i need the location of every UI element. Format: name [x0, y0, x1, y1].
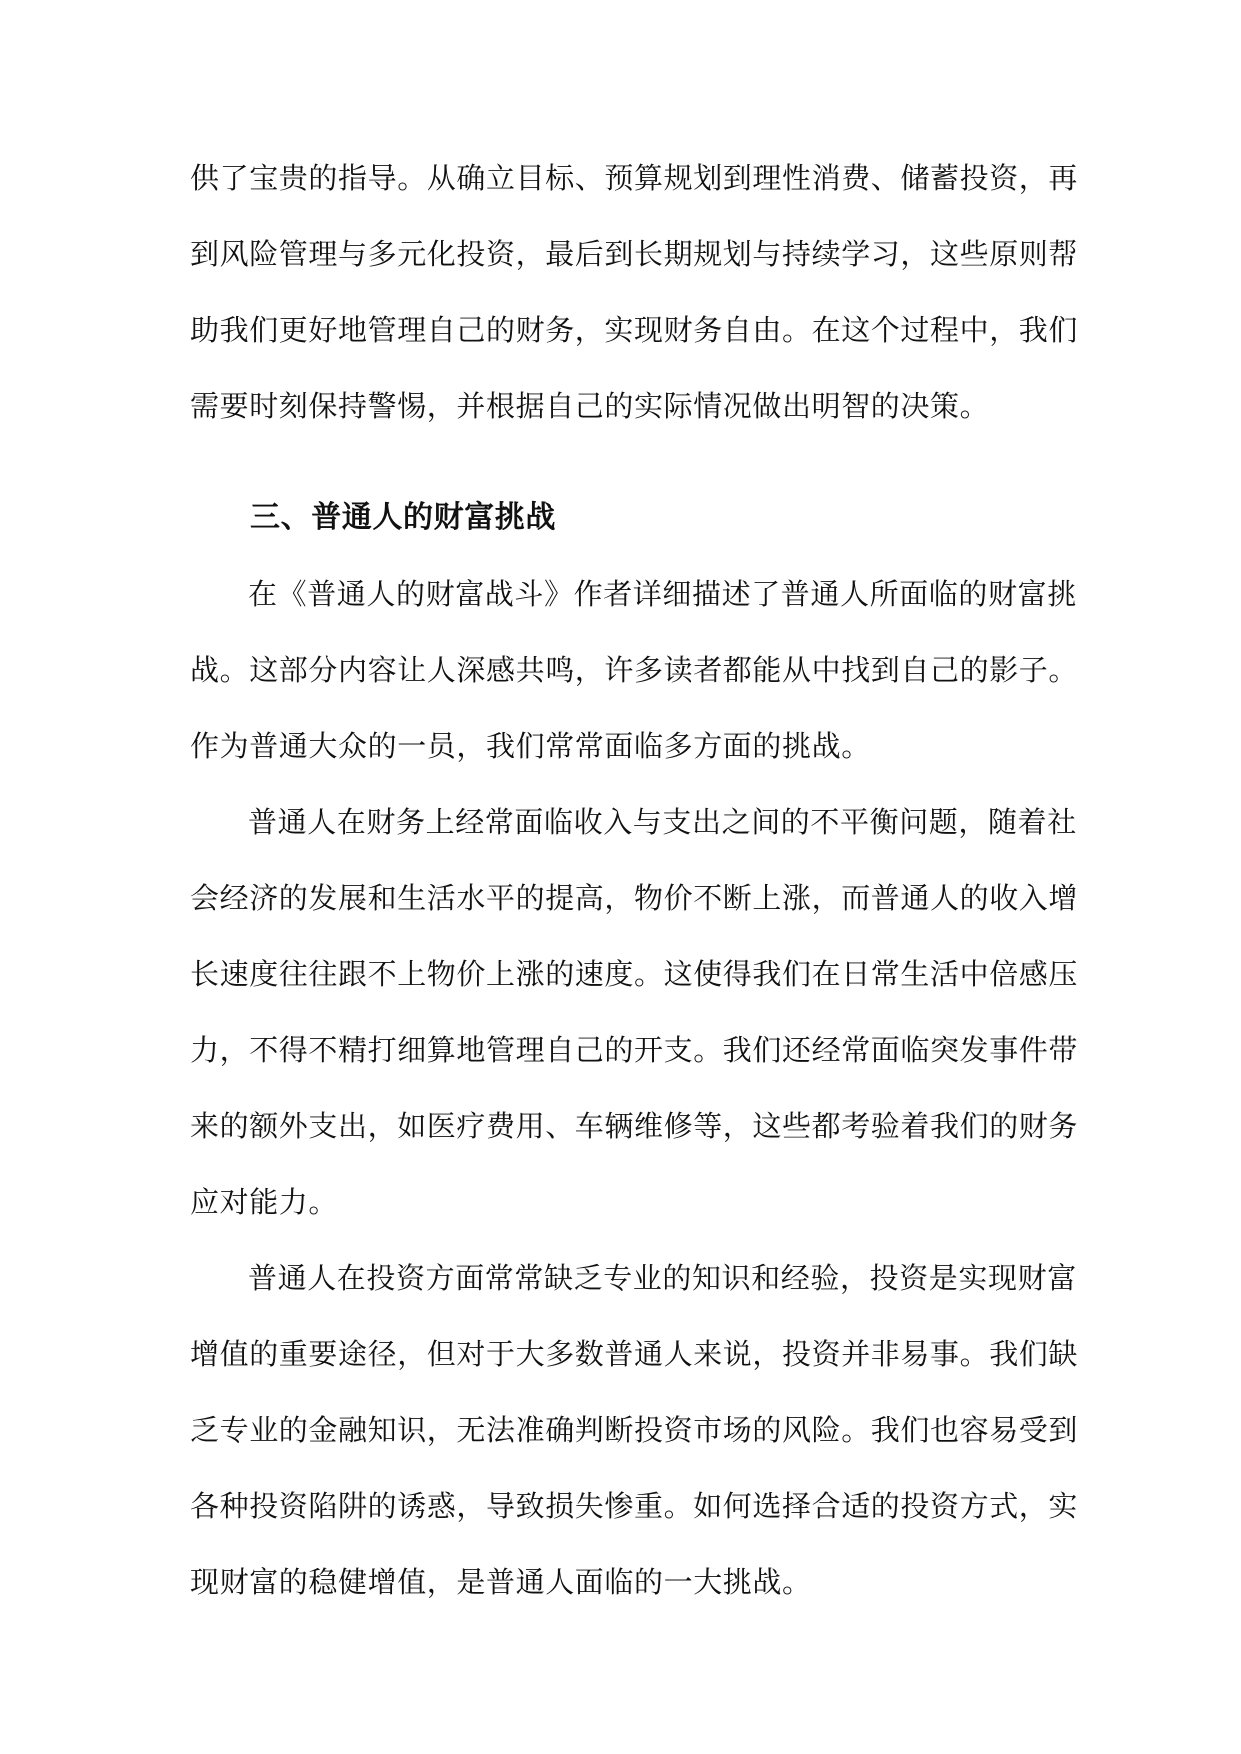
text-line: 各种投资陷阱的诱惑，导致损失惨重。如何选择合适的投资方式，实 [190, 1489, 1079, 1523]
paragraph [190, 784, 1079, 1240]
text-line: 到风险管理与多元化投资，最后到长期规划与持续学习，这些原则帮 [190, 237, 1079, 271]
section-heading: 三、普通人的财富挑战 [250, 500, 556, 535]
text-line: 助我们更好地管理自己的财务，实现财务自由。在这个过程中，我们 [190, 313, 1079, 347]
text-line: 战。这部分内容让人深感共鸣，许多读者都能从中找到自己的影子。 [190, 653, 1079, 687]
paragraph [190, 140, 1079, 444]
paragraph [190, 556, 1079, 784]
text-line: 来的额外支出，如医疗费用、车辆维修等，这些都考验着我们的财务 [190, 1109, 1079, 1143]
document-body [190, 140, 1079, 1620]
text-line: 需要时刻保持警惕，并根据自己的实际情况做出明智的决策。 [190, 389, 990, 423]
text-line: 普通人在财务上经常面临收入与支出之间的不平衡问题，随着社 [248, 805, 1077, 839]
text-line: 供了宝贵的指导。从确立目标、预算规划到理性消费、储蓄投资，再 [190, 161, 1079, 195]
text-line: 乏专业的金融知识，无法准确判断投资市场的风险。我们也容易受到 [190, 1413, 1079, 1447]
paragraph [190, 1240, 1079, 1620]
text-line: 普通人在投资方面常常缺乏专业的知识和经验，投资是实现财富 [248, 1261, 1077, 1295]
text-line: 增值的重要途径，但对于大多数普通人来说，投资并非易事。我们缺 [190, 1337, 1079, 1371]
text-line: 作为普通大众的一员，我们常常面临多方面的挑战。 [190, 729, 871, 763]
text-line: 长速度往往跟不上物价上涨的速度。这使得我们在日常生活中倍感压 [190, 957, 1079, 991]
text-line: 现财富的稳健增值，是普通人面临的一大挑战。 [190, 1565, 812, 1599]
text-line: 会经济的发展和生活水平的提高，物价不断上涨，而普通人的收入增 [190, 881, 1079, 915]
text-line: 力，不得不精打细算地管理自己的开支。我们还经常面临突发事件带 [190, 1033, 1079, 1067]
text-line: 应对能力。 [190, 1185, 339, 1219]
spacer [190, 444, 1065, 480]
text-line: 在《普通人的财富战斗》作者详细描述了普通人所面临的财富挑 [248, 577, 1077, 611]
